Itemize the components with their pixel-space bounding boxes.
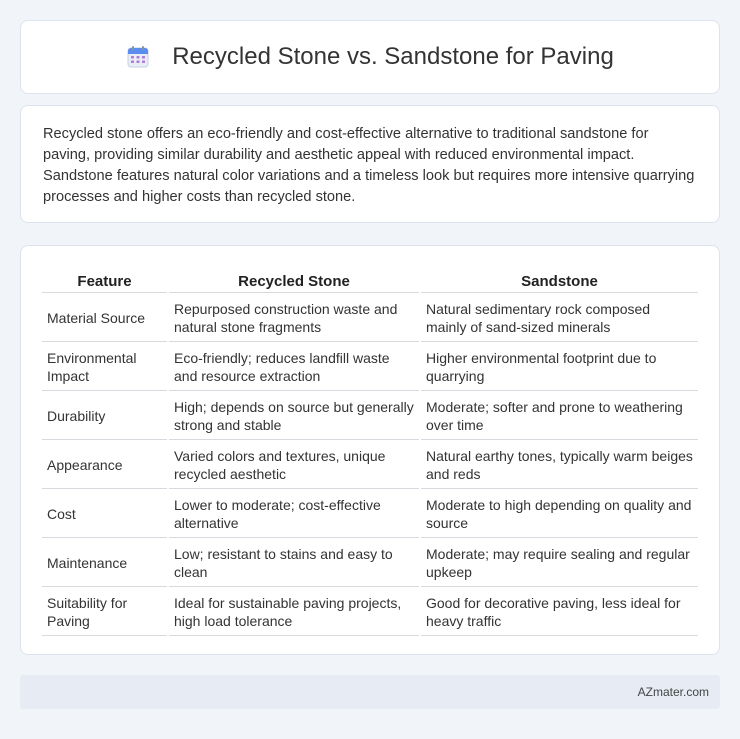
title-card bbox=[20, 20, 720, 94]
sandstone-cell: Good for decorative paving, less ideal for heavy traffic bbox=[421, 589, 698, 636]
table-row bbox=[42, 540, 698, 587]
table-row bbox=[42, 393, 698, 440]
table-row bbox=[42, 442, 698, 489]
column-header: Recycled Stone bbox=[169, 266, 419, 293]
column-header: Feature bbox=[42, 266, 167, 293]
recycled-stone-cell: Eco-friendly; reduces landfill waste and resource extraction bbox=[169, 344, 419, 391]
sandstone-cell: Natural sedimentary rock composed mainly of sand-sized minerals bbox=[421, 295, 698, 342]
table-header-row bbox=[42, 266, 698, 293]
recycled-stone-cell: Lower to moderate; cost-effective alternative bbox=[169, 491, 419, 538]
table-row bbox=[42, 491, 698, 538]
feature-cell: Material Source bbox=[42, 295, 167, 342]
sandstone-cell: Natural earthy tones, typically warm beiges and reds bbox=[421, 442, 698, 489]
sandstone-cell: Higher environmental footprint due to quarrying bbox=[421, 344, 698, 391]
sandstone-cell: Moderate; may require sealing and regular upkeep bbox=[421, 540, 698, 587]
feature-cell: Maintenance bbox=[42, 540, 167, 587]
sandstone-cell: Moderate; softer and prone to weathering over time bbox=[421, 393, 698, 440]
feature-cell: Durability bbox=[42, 393, 167, 440]
comparison-table bbox=[40, 264, 700, 638]
footer bbox=[20, 675, 720, 709]
footer-brand: AZmater.com bbox=[637, 685, 709, 699]
table-row bbox=[42, 589, 698, 636]
recycled-stone-cell: Repurposed construction waste and natural stone fragments bbox=[169, 295, 419, 342]
feature-cell: Cost bbox=[42, 491, 167, 538]
recycled-stone-cell: Varied colors and textures, unique recycled aesthetic bbox=[169, 442, 419, 489]
table-row bbox=[42, 344, 698, 391]
comparison-card bbox=[20, 245, 720, 655]
column-header: Sandstone bbox=[421, 266, 698, 293]
feature-cell: Environmental Impact bbox=[42, 344, 167, 391]
calendar-icon bbox=[126, 45, 150, 69]
recycled-stone-cell: High; depends on source but generally strong and stable bbox=[169, 393, 419, 440]
page-title: Recycled Stone vs. Sandstone for Paving bbox=[172, 43, 614, 70]
sandstone-cell: Moderate to high depending on quality and source bbox=[421, 491, 698, 538]
table-row bbox=[42, 295, 698, 342]
recycled-stone-cell: Low; resistant to stains and easy to clean bbox=[169, 540, 419, 587]
feature-cell: Appearance bbox=[42, 442, 167, 489]
intro-text: Recycled stone offers an eco-friendly and cost-effective alternative to traditional sandstone for paving, providing similar durability and aesthetic appeal with reduced environmental impact. Sandstone features natural color variations and a timeless look but requires more intensive quarrying processes and higher costs than recycled stone. bbox=[43, 126, 695, 205]
intro-card bbox=[20, 105, 720, 223]
recycled-stone-cell: Ideal for sustainable paving projects, high load tolerance bbox=[169, 589, 419, 636]
feature-cell: Suitability for Paving bbox=[42, 589, 167, 636]
